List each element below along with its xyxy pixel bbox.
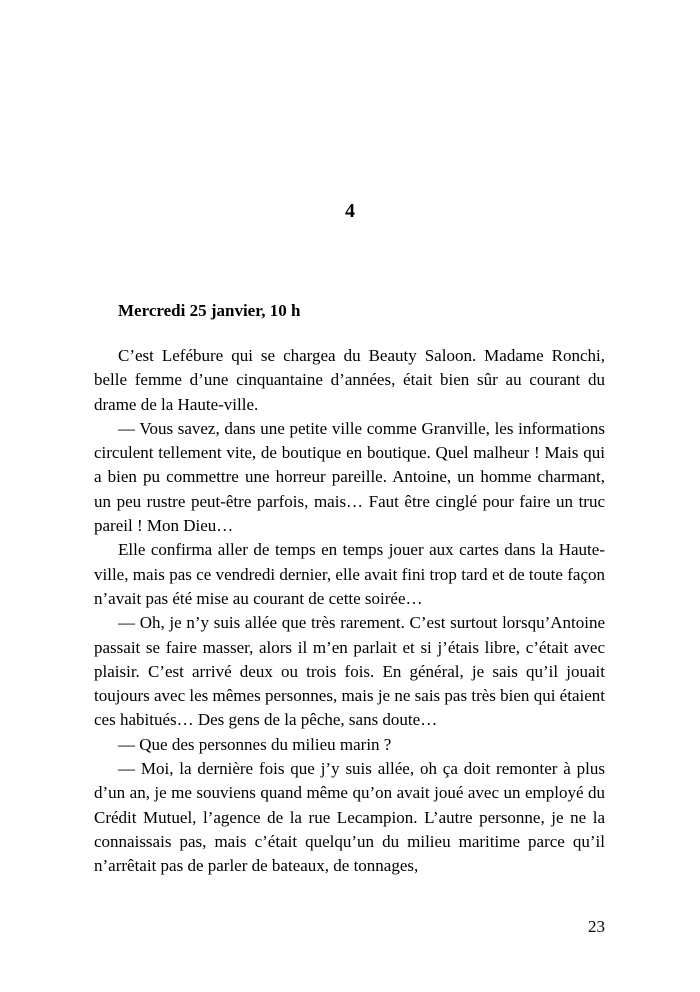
page-number: 23 — [588, 917, 605, 936]
paragraph: — Que des personnes du milieu marin ? — [118, 734, 392, 754]
section-heading: Mercredi 25 janvier, 10 h — [118, 301, 301, 320]
paragraph: — Vous savez, dans une petite ville comme Granville, les informations circulent tellement vite, de boutique en boutique. Quel malheur ! Mais qui a bien pu commettre une horreur pareille. Antoine, un homme charmant, un peu rustre peut-être parfois, mais… Faut être cinglé pour faire un truc pareil ! Mon Dieu… — [94, 418, 605, 536]
chapter-number: 4 — [345, 200, 355, 222]
paragraph: — Oh, je n’y suis allée que très rarement. C’est surtout lorsqu’Antoine passait se faire masser, alors il m’en parlait et si j’étais libre, c’était avec plaisir. C’est arrivé deux ou trois fois. En général, je sais qu’il jouait toujours avec les mêmes personnes, mais je ne sais pas très bien qui étaient ces habitués… Des gens de la pêche, sans doute… — [94, 613, 605, 730]
paragraph: C’est Lefébure qui se chargea du Beauty Saloon. Madame Ronchi, belle femme d’une cinquantaine d’années, était bien sûr au courant du drame de la Haute-ville. — [94, 346, 605, 414]
paragraph: Elle confirma aller de temps en temps jouer aux cartes dans la Haute-ville, mais pas ce vendredi dernier, elle avait fini trop tard et de toute façon n’avait pas été mise au courant de cette soirée… — [94, 540, 605, 608]
body-text — [94, 344, 605, 879]
paragraph: — Moi, la dernière fois que j’y suis allée, oh ça doit remonter à plus d’un an, je me souviens quand même qu’on avait joué avec un employé du Crédit Mutuel, l’agence de la rue Lecampion. L’autre personne, je ne la connaissais pas, mais c’était quelqu’un du milieu maritime parce qu’il n’arrêtait pas de parler de bateaux, de tonnages, — [94, 759, 605, 876]
